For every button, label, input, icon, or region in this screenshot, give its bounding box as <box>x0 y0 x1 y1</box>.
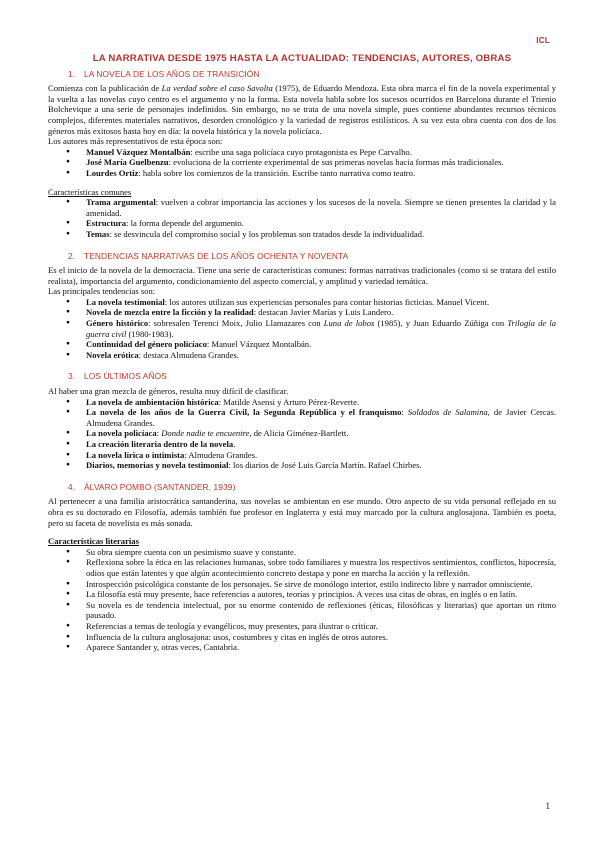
list-item: ● Novela de mezcla entre la ficción y la realidad: destacan Javier Marías y Luis Landero. <box>86 307 556 318</box>
section-heading-1: 1. LA NOVELA DE LOS AÑOS DE TRANSICIÓN <box>68 68 260 79</box>
paragraph: Las principales tendencias son: <box>48 286 156 297</box>
header-code: ICL <box>536 36 550 45</box>
list-item: ● Manuel Vázquez Montalbán: escribe una saga policíaca cuyo protagonista es Pepe Carvalho. <box>86 147 556 158</box>
paragraph: Los autores más representativos de esta época son: <box>48 136 223 147</box>
characteristics-list <box>48 197 556 239</box>
list-item: ● Influencia de la cultura anglosajona: usos, costumbres y citas en inglés de otros autores. <box>86 632 556 643</box>
list-item: ● Referencias a temas de teología y evangélicos, muy presentes, para ilustrar o criticar. <box>86 621 556 632</box>
authors-list <box>48 147 556 179</box>
list-item: ● Estructura: la forma depende del argumento. <box>86 218 556 229</box>
page-title: LA NARRATIVA DESDE 1975 HASTA LA ACTUALIDAD: TENDENCIAS, AUTORES, OBRAS <box>92 53 512 64</box>
list-item: ● Introspección psicológica constante de los personajes. Se sirve de monólogo interior, estilo indirecto libre y narrador omnisciente. <box>86 579 556 590</box>
list-item: ● Aparece Santander y, otras veces, Cantabria. <box>86 642 556 653</box>
section-heading-4: 4. ÁLVARO POMBO (SANTANDER, 1939) <box>68 481 236 492</box>
recent-genres-list <box>48 397 556 471</box>
list-item: ● La novela de ambientación histórica: Matilde Asensi y Arturo Pérez-Reverte. <box>86 397 556 408</box>
list-item: ● La novela testimonial: los autores utilizan sus experiencias personales para contar historias ficticias. Manuel Vicent. <box>86 297 556 308</box>
paragraph: Comienza con la publicación de La verdad sobre el caso Savolta (1975), de Eduardo Mendoza. Esta obra marca el fin de la novela experimental y la vuelta a las novelas cuyo centro es el argumento y no la forma. Esta novela habla sobre los sucesos ocurridos en Barcelona durante el Trienio Bolchevique a una serie de personajes indefinidos. Sin embargo, no se trata de una novela simple, pues contiene abundantes recursos técnicos complejos, diferentes materiales narrativos, desorden cronológico y la variedad de registros estilísticos. A su vez esta obra cuenta con dos de los géneros más exitosos hasta hoy en día: la novela histórica y la novela policíaca. <box>48 83 556 136</box>
paragraph: Al pertenecer a una familia aristocrática santanderina, sus novelas se ambientan en ese mundo. Otro aspecto de su vida personal reflejado en su obra es su doctorado en Filosofía, además también fue profesor en Inglaterra y está muy marcado por la cultura anglosajona. También es poeta, pero su faceta de novelista es más sonada. <box>48 496 556 528</box>
list-item: ● Su novela es de tendencia intelectual, por su enorme contenido de reflexiones (éticas, filosóficas y literarias) que aportan un ritmo pausado. <box>86 600 556 621</box>
list-item: ● Diarios, memorias y novela testimonial: los diarios de José Luis García Martín. Rafael Chirbes. <box>86 460 556 471</box>
list-item: ● La filosofía está muy presente, hace referencias a autores, teorías y principios. A veces usa citas de obras, en inglés o en latín. <box>86 589 556 600</box>
subheading: Características comunes <box>48 186 132 197</box>
page-number: 1 <box>545 801 550 812</box>
list-item: ● La novela policíaca: Donde nadie te encuentre, de Alicia Giménez-Bartlett. <box>86 428 556 439</box>
list-item: ● Su obra siempre cuenta con un pesimismo suave y constante. <box>86 547 556 558</box>
list-item: ● La novela lírica o intimista: Almudena Grandes. <box>86 450 556 461</box>
list-item: ● Trama argumental: vuelven a cobrar importancia las acciones y los sucesos de la novela. Siempre se tienen presentes la claridad y la amenidad. <box>86 197 556 218</box>
list-item: ● La creación literaria dentro de la novela. <box>86 439 556 450</box>
pombo-characteristics-list <box>48 547 556 653</box>
section-heading-2: 2. TENDENCIAS NARRATIVAS DE LOS AÑOS OCHENTA Y NOVENTA <box>68 250 349 261</box>
list-item: ● La novela de los años de la Guerra Civil, la Segunda República y el franquismo: Soldados de Salamina, de Javier Cercas. Almudena Grandes. <box>86 407 556 428</box>
list-item: ● Novela erótica: destaca Almudena Grandes. <box>86 350 556 361</box>
list-item: ● Lourdes Ortiz: habla sobre los comienzos de la transición. Escribe tanto narrativa como teatro. <box>86 168 556 179</box>
document-page <box>48 54 556 653</box>
list-item: ● Reflexiona sobre la ética en las relaciones humanas, sobre todo familiares y muestra los respectivos sentimientos, conflictos, hipocresía, odios que están latentes y que algún acontecimiento concreto destapa y pone en marcha la acción y la reflexión. <box>86 557 556 578</box>
subheading: Características literarias <box>48 536 139 547</box>
paragraph: Es el inicio de la novela de la democracia. Tiene una serie de características comunes: formas narrativas tradicionales (como si se tratara del estilo realista), importancia del argumento, condicionamiento del aspecto comercial, y amplitud y variedad temática. <box>48 265 556 286</box>
list-item: ● José María Guelbenzu: evoluciona de la corriente experimental de sus primeras novelas hacia formas más tradicionales. <box>86 157 556 168</box>
list-item: ● Temas: se desvincula del compromiso social y los problemas son tratados desde la individualidad. <box>86 229 556 240</box>
section-heading-3: 3. LOS ÚLTIMOS AÑOS <box>68 371 167 382</box>
paragraph: Al haber una gran mezcla de géneros, resulta muy difícil de clasificar. <box>48 386 289 397</box>
list-item: ● Género histórico: sobresalen Terenci Moix, Julio Llamazares con Luna de lobos (1985), y Juan Eduardo Zúñiga con Trilogía de la guerra civil (1980-1983). <box>86 318 556 339</box>
tendencies-list <box>48 297 556 361</box>
list-item: ● Continuidad del género policíaco: Manuel Vázquez Montalbán. <box>86 339 556 350</box>
